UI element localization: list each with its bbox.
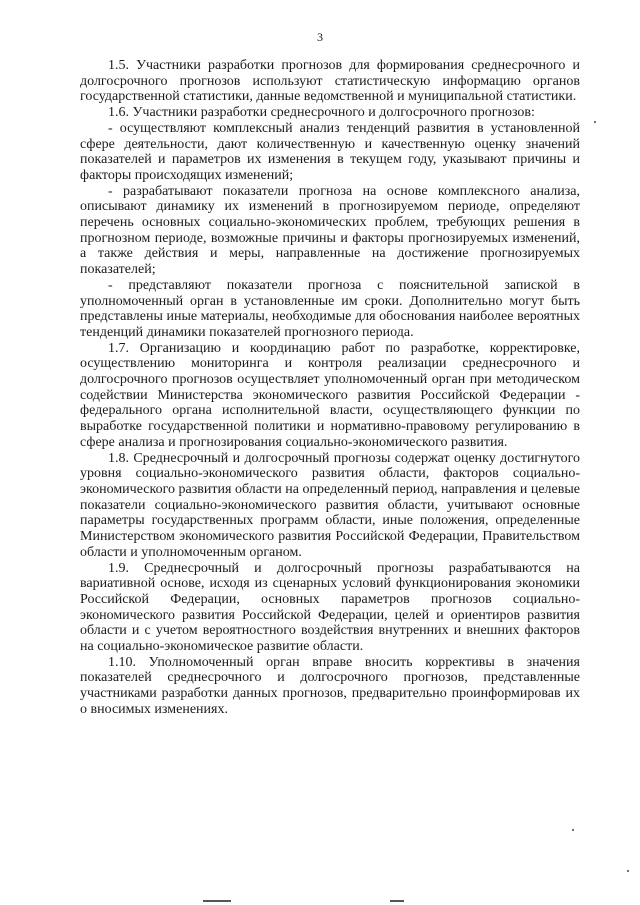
scan-speck [594,121,596,123]
bottom-scan-edge [0,895,640,905]
document-body [80,58,580,718]
scan-mark [390,900,404,902]
scan-speck [627,870,629,872]
scan-mark [203,900,231,902]
clause-1-6-item-develop: - разрабатывают показатели прогноза на основе комплексного анализа, описывают динамику их изменений в прогнозируемом периоде, определяют перечень основных социально-экономических проблем, требующих решения в прогнозном периоде, возможные причины и факторы прогнозируемых изменений, а также действия и меры, направленные на достижение прогнозируемых показателей; [80,183,580,278]
clause-1-6-item-submit: - представляют показатели прогноза с пояснительной запиской в уполномоченный орган в установленные им сроки. Дополнительно могут быть представлены иные материалы, необходимые для обоснования наиболее вероятных тенденций динамики показателей прогнозного периода. [80,277,580,340]
clause-1-10: 1.10. Уполномоченный орган вправе вносить коррективы в значения показателей среднесрочного и долгосрочного прогнозов, представленные участниками разработки данных прогнозов, предварительно проинформировав их о вносимых изменениях. [80,654,580,717]
clause-1-6-item-analysis: - осуществляют комплексный анализ тенденций развития в установленной сфере деятельности, дают количественную и качественную оценку значений показателей и параметров их изменения в текущем году, указывают причины и факторы происходящих изменений; [80,120,580,183]
clause-1-6: 1.6. Участники разработки среднесрочного и долгосрочного прогнозов: [108,105,535,121]
clause-1-5: 1.5. Участники разработки прогнозов для формирования среднесрочного и долгосрочного прогнозов используют статистическую информацию органов государственной статистики, данные ведомственной и муниципальной статистики. [80,58,580,105]
clause-1-7: 1.7. Организацию и координацию работ по разработке, корректировке, осуществлению мониторинга и контроля реализации среднесрочного и долгосрочного прогнозов осуществляет уполномоченный орган при методическом содействии Министерства экономического развития Российской Федерации - федерального органа исполнительной власти, осуществляющего функции по выработке государственной политики и нормативно-правовому регулированию в сфере анализа и прогнозирования социально-экономического развития. [80,340,580,450]
page-number: 3 [317,30,323,44]
clause-1-9: 1.9. Среднесрочный и долгосрочный прогнозы разрабатываются на вариативной основе, исходя из сценарных условий функционирования экономики Российской Федерации, основных параметров прогнозов социально-экономического развития Российской Федерации, целей и ориентиров развития области и с учетом вероятностного воздействия внутренних и внешних факторов на социально-экономическое развитие области. [80,560,580,655]
clause-1-8: 1.8. Среднесрочный и долгосрочный прогнозы содержат оценку достигнутого уровня социально-экономического развития области, факторов социально-экономического развития области на определенный период, направления и целевые показатели социально-экономического развития области, учитывают основные параметры государственных программ области, иные положения, определенные Министерством экономического развития Российской Федерации, Правительством области и уполномоченным органом. [80,450,580,560]
scan-speck [572,829,574,831]
